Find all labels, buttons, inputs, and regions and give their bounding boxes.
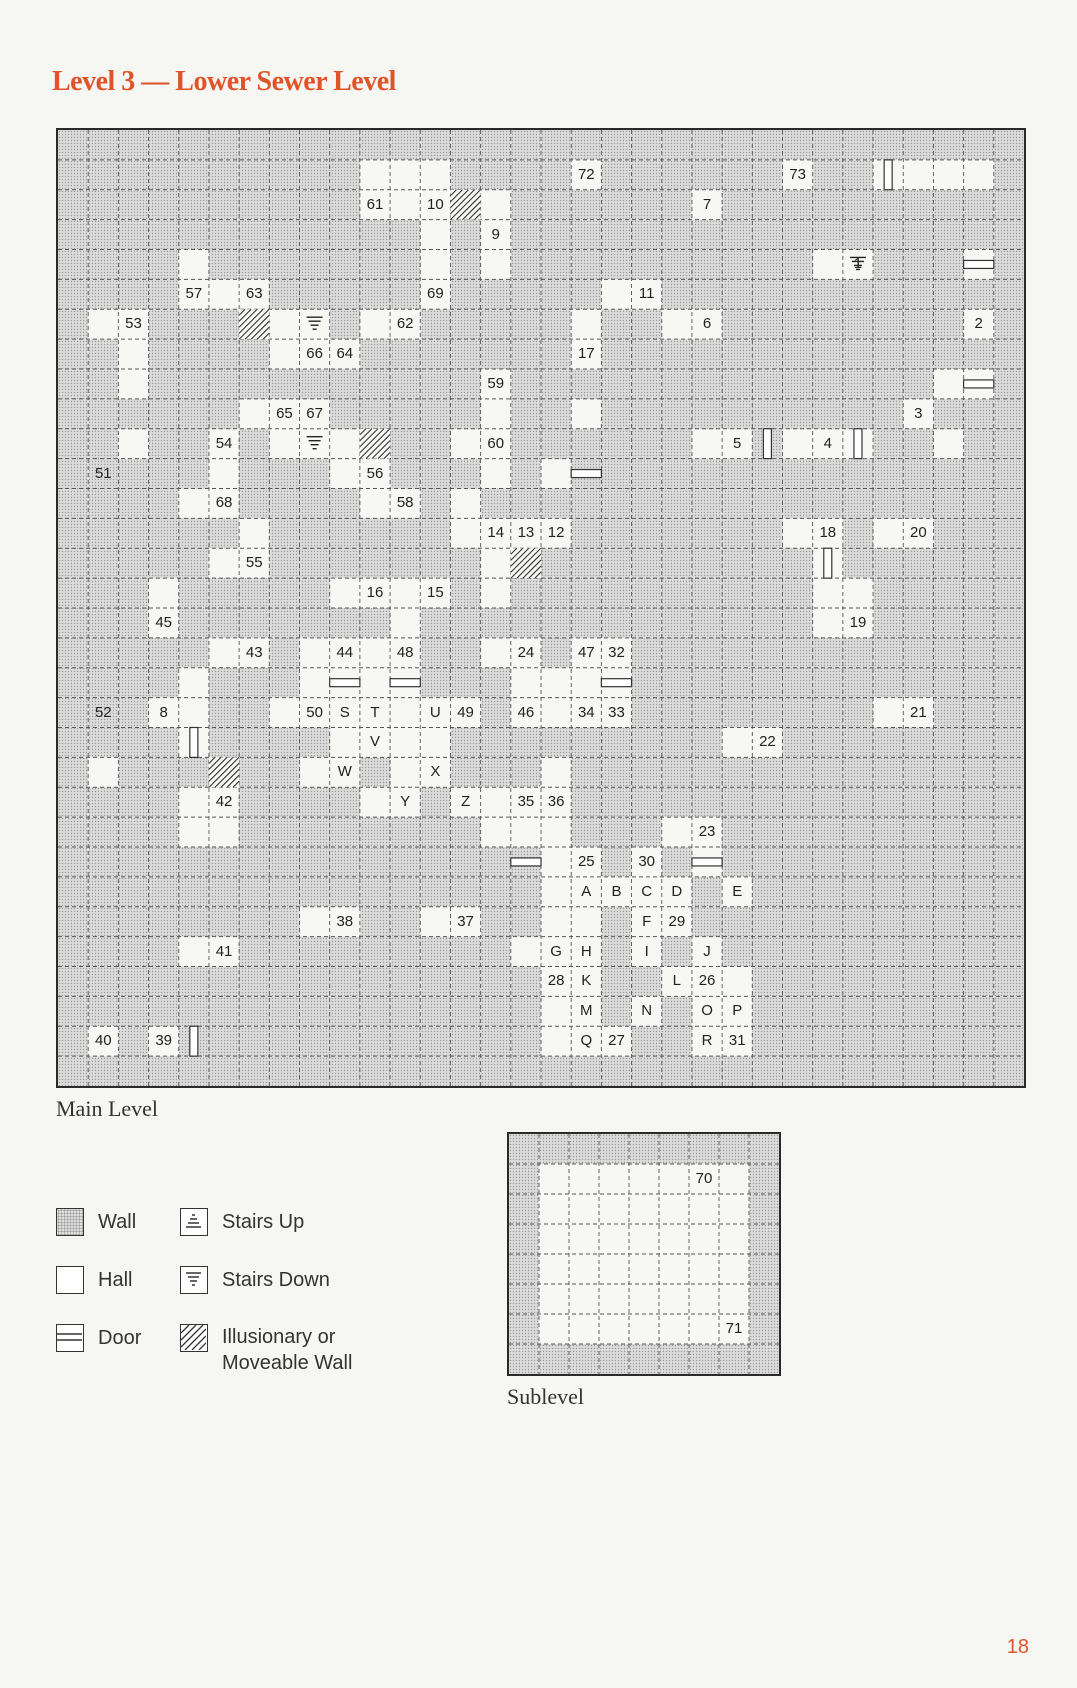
- map-label: 49: [457, 703, 474, 721]
- wall-cell: [511, 459, 541, 489]
- map-label: U: [429, 703, 441, 721]
- wall-cell: [662, 279, 994, 309]
- wall-cell: [722, 937, 994, 967]
- wall-cell: [88, 787, 179, 817]
- door-icon: [763, 429, 771, 459]
- wall-cell: [88, 220, 420, 250]
- wall-cell: [88, 279, 179, 309]
- wall-cell: [179, 608, 390, 638]
- wall-cell: [179, 578, 330, 608]
- wall-cell: [88, 190, 360, 220]
- map-label: 58: [396, 494, 414, 512]
- wall-cell: [88, 250, 179, 280]
- wall-cell: [662, 996, 692, 1026]
- map-label: 61: [366, 195, 384, 213]
- page-title: Level 3 — Lower Sewer Level: [52, 66, 396, 97]
- wall-cell: [88, 877, 541, 907]
- door-icon: [390, 679, 420, 687]
- map-label: 62: [396, 315, 414, 333]
- wall-cell: [390, 459, 481, 489]
- stairs-down-icon: [307, 437, 323, 449]
- stairs-up-icon: [180, 1208, 208, 1236]
- wall-cell: [149, 369, 481, 399]
- wall-cell: [330, 309, 360, 339]
- wall-cell: [420, 787, 450, 817]
- map-label: 4: [823, 434, 832, 452]
- legend-hall: [56, 1266, 132, 1294]
- map-label: 60: [487, 434, 505, 452]
- map-label: G: [550, 942, 562, 960]
- map-label: 13: [517, 524, 535, 542]
- map-label: 72: [577, 165, 595, 183]
- map-label: M: [580, 1002, 593, 1020]
- map-label: 3: [914, 404, 923, 422]
- hall-icon: [56, 1266, 84, 1294]
- wall-cell: [964, 429, 994, 459]
- map-label: 46: [517, 703, 535, 721]
- wall-cell: [88, 967, 541, 997]
- wall-cell: [118, 548, 209, 578]
- map-label: 7: [702, 195, 712, 213]
- illusionary-wall-icon: [239, 309, 269, 339]
- map-label: O: [701, 1002, 713, 1020]
- map-label: 52: [94, 703, 112, 721]
- illusionary-wall-icon: [511, 548, 541, 578]
- wall-cell: [601, 996, 631, 1026]
- map-label: J: [703, 942, 711, 960]
- wall-cell: [239, 459, 330, 489]
- wall-cell: [269, 548, 480, 578]
- sublevel-map: [507, 1132, 781, 1376]
- wall-cell: [450, 728, 722, 758]
- map-label: 1: [853, 255, 863, 273]
- map-label: 69: [427, 285, 444, 303]
- map-label: 22: [759, 733, 776, 751]
- map-label: L: [672, 972, 682, 990]
- wall-cell: [88, 817, 179, 847]
- map-label: 24: [517, 643, 535, 661]
- wall-cell: [88, 996, 541, 1026]
- map-label: 15: [427, 584, 444, 602]
- wall-cell: [722, 847, 994, 877]
- door-icon: [964, 260, 994, 268]
- illusionary-wall-icon: [180, 1324, 208, 1352]
- map-label: 55: [245, 554, 263, 572]
- map-label: P: [732, 1002, 743, 1020]
- map-label: 25: [577, 852, 595, 870]
- wall-cell: [118, 638, 209, 668]
- map-label: 65: [276, 404, 293, 422]
- map-label: 6: [702, 315, 712, 333]
- legend-illusionary-wall: [180, 1324, 352, 1376]
- map-label: S: [339, 703, 350, 721]
- wall-cell: [88, 907, 299, 937]
- illusionary-wall-icon: [209, 757, 239, 787]
- wall-cell: [420, 608, 812, 638]
- map-label: N: [641, 1002, 653, 1020]
- map-label: R: [701, 1032, 713, 1050]
- map-label: 16: [366, 584, 384, 602]
- wall-cell: [420, 668, 511, 698]
- wall-icon: [56, 1208, 84, 1236]
- wall-cell: [662, 847, 692, 877]
- wall-cell: [209, 668, 300, 698]
- map-label: 11: [638, 285, 655, 303]
- map-label: 30: [638, 852, 655, 870]
- wall-cell: [209, 250, 420, 280]
- map-label: 57: [185, 285, 203, 303]
- wall-cell: [88, 160, 360, 190]
- map-label: 2: [974, 315, 983, 333]
- map-label: E: [732, 882, 743, 900]
- wall-cell: [783, 728, 994, 758]
- map-label: 12: [547, 524, 565, 542]
- door-icon: [571, 470, 601, 478]
- map-label: 43: [245, 643, 263, 661]
- map-label: 19: [849, 613, 867, 631]
- wall-cell: [118, 578, 148, 608]
- door-icon: [56, 1324, 84, 1352]
- legend-stairs-up: [180, 1208, 304, 1236]
- map-label: 9: [491, 225, 500, 243]
- main-map-grid: [58, 130, 1024, 1086]
- wall-cell: [692, 877, 722, 907]
- map-label: 54: [215, 434, 233, 452]
- map-label: 41: [215, 942, 233, 960]
- door-icon: [964, 380, 994, 388]
- map-label: C: [641, 882, 653, 900]
- wall-cell: [450, 279, 601, 309]
- map-label: Q: [580, 1032, 593, 1050]
- map-label: 28: [547, 972, 565, 990]
- wall-cell: [118, 698, 148, 728]
- wall-cell: [843, 548, 994, 578]
- map-label: 56: [366, 464, 384, 482]
- map-label: 18: [819, 524, 837, 542]
- map-label: 71: [725, 1320, 743, 1337]
- wall-cell: [330, 399, 481, 429]
- wall-cell: [541, 638, 571, 668]
- map-label: 66: [306, 345, 323, 363]
- map-label: F: [642, 912, 652, 930]
- map-label: D: [671, 882, 683, 900]
- wall-cell: [450, 757, 541, 787]
- map-label: 59: [487, 374, 505, 392]
- map-label: 21: [910, 703, 927, 721]
- stairs-down-icon: [180, 1266, 208, 1294]
- map-label: I: [644, 942, 649, 960]
- legend-illusionary-wall-label: Illusionary or Moveable Wall: [222, 1326, 353, 1374]
- wall-cell: [118, 1026, 148, 1056]
- illusionary-wall-icon: [450, 190, 480, 220]
- sub-grid-lines: [509, 1134, 779, 1374]
- map-label: 14: [487, 524, 505, 542]
- map-label: 34: [577, 703, 595, 721]
- map-label: 63: [245, 285, 263, 303]
- door-icon: [601, 679, 631, 687]
- map-label: 35: [517, 793, 535, 811]
- wall-cell: [541, 548, 813, 578]
- wall-cell: [420, 489, 450, 519]
- legend-stairs-down: [180, 1266, 330, 1294]
- sublevel-map-grid: [509, 1134, 779, 1374]
- page-number: 18: [1006, 1636, 1029, 1658]
- map-label: 10: [427, 195, 444, 213]
- map-label: W: [337, 763, 352, 781]
- map-label: K: [581, 972, 592, 990]
- map-label: H: [580, 942, 592, 960]
- map-label: 36: [547, 793, 565, 811]
- door-icon: [824, 548, 832, 578]
- door-icon: [330, 679, 360, 687]
- main-level-map: [56, 128, 1026, 1088]
- legend-stairs-up-label: Stairs Up: [222, 1211, 305, 1233]
- legend-hall-label: Hall: [98, 1269, 133, 1291]
- wall-cell: [601, 847, 631, 877]
- map-label: Y: [400, 793, 411, 811]
- map-label: V: [369, 733, 380, 751]
- map-label: 26: [698, 972, 716, 990]
- wall-cell: [481, 698, 511, 728]
- wall-cell: [511, 369, 602, 399]
- map-label: 42: [215, 793, 233, 811]
- wall-cell: [509, 1134, 779, 1164]
- wall-cell: [481, 489, 994, 519]
- wall-cell: [509, 1344, 779, 1374]
- wall-cell: [571, 817, 662, 847]
- main-level-caption: Main Level: [56, 1096, 159, 1121]
- wall-cell: [88, 937, 179, 967]
- legend-door-label: Door: [98, 1327, 142, 1349]
- legend-door: [56, 1324, 141, 1352]
- map-label: 8: [159, 703, 168, 721]
- map-label: 73: [789, 165, 806, 183]
- map-label: Z: [460, 793, 471, 811]
- map-label: 29: [668, 912, 686, 930]
- map-label: 32: [608, 643, 625, 661]
- door-icon: [190, 728, 198, 758]
- stairs-down-icon: [307, 317, 323, 329]
- map-label: 40: [94, 1032, 112, 1050]
- map-label: 31: [728, 1032, 746, 1050]
- sublevel-caption: Sublevel: [507, 1384, 584, 1409]
- wall-cell: [118, 459, 209, 489]
- map-label: 67: [306, 404, 323, 422]
- map-label: B: [611, 882, 622, 900]
- map-label: 50: [306, 703, 323, 721]
- map-label: 33: [608, 703, 625, 721]
- map-label: 68: [215, 494, 233, 512]
- map-label: 51: [94, 464, 112, 482]
- door-icon: [692, 858, 722, 866]
- wall-cell: [269, 638, 299, 668]
- wall-cell: [269, 279, 420, 309]
- door-icon: [854, 429, 862, 459]
- map-label: 20: [910, 524, 927, 542]
- wall-cell: [601, 937, 631, 967]
- wall-cell: [450, 578, 480, 608]
- wall-cell: [722, 817, 994, 847]
- wall-cell: [88, 847, 541, 877]
- door-icon: [511, 858, 541, 866]
- map-label: 48: [396, 643, 414, 661]
- legend-wall-label: Wall: [98, 1211, 137, 1233]
- map-label: X: [430, 763, 441, 781]
- wall-cell: [239, 429, 269, 459]
- wall-cell: [873, 250, 964, 280]
- map-label: 27: [608, 1032, 625, 1050]
- wall-cell: [662, 937, 692, 967]
- map-label: 38: [336, 912, 354, 930]
- map-label: A: [581, 882, 592, 900]
- map-label: 53: [125, 315, 142, 333]
- map-label: 44: [336, 643, 354, 661]
- illusionary-wall-icon: [360, 429, 390, 459]
- wall-cell: [722, 190, 994, 220]
- map-label: 37: [457, 912, 474, 930]
- map-label: 45: [155, 613, 172, 631]
- map-label: 23: [698, 823, 716, 841]
- wall-cell: [601, 907, 631, 937]
- wall-cell: [571, 518, 782, 548]
- map-label: 47: [577, 643, 595, 661]
- wall-cell: [360, 757, 390, 787]
- legend-wall: [56, 1208, 136, 1236]
- map-label: 70: [695, 1170, 713, 1187]
- legend-stairs-down-label: Stairs Down: [222, 1269, 330, 1291]
- map-label: 17: [577, 345, 595, 363]
- map-label: T: [370, 703, 380, 721]
- wall-cell: [118, 757, 209, 787]
- wall-cell: [843, 518, 873, 548]
- wall-cell: [118, 608, 148, 638]
- map-label: 39: [155, 1032, 172, 1050]
- door-icon: [884, 160, 892, 190]
- map-label: 64: [336, 345, 354, 363]
- map-label: 5: [733, 434, 742, 452]
- wall-cell: [239, 937, 511, 967]
- door-icon: [190, 1026, 198, 1056]
